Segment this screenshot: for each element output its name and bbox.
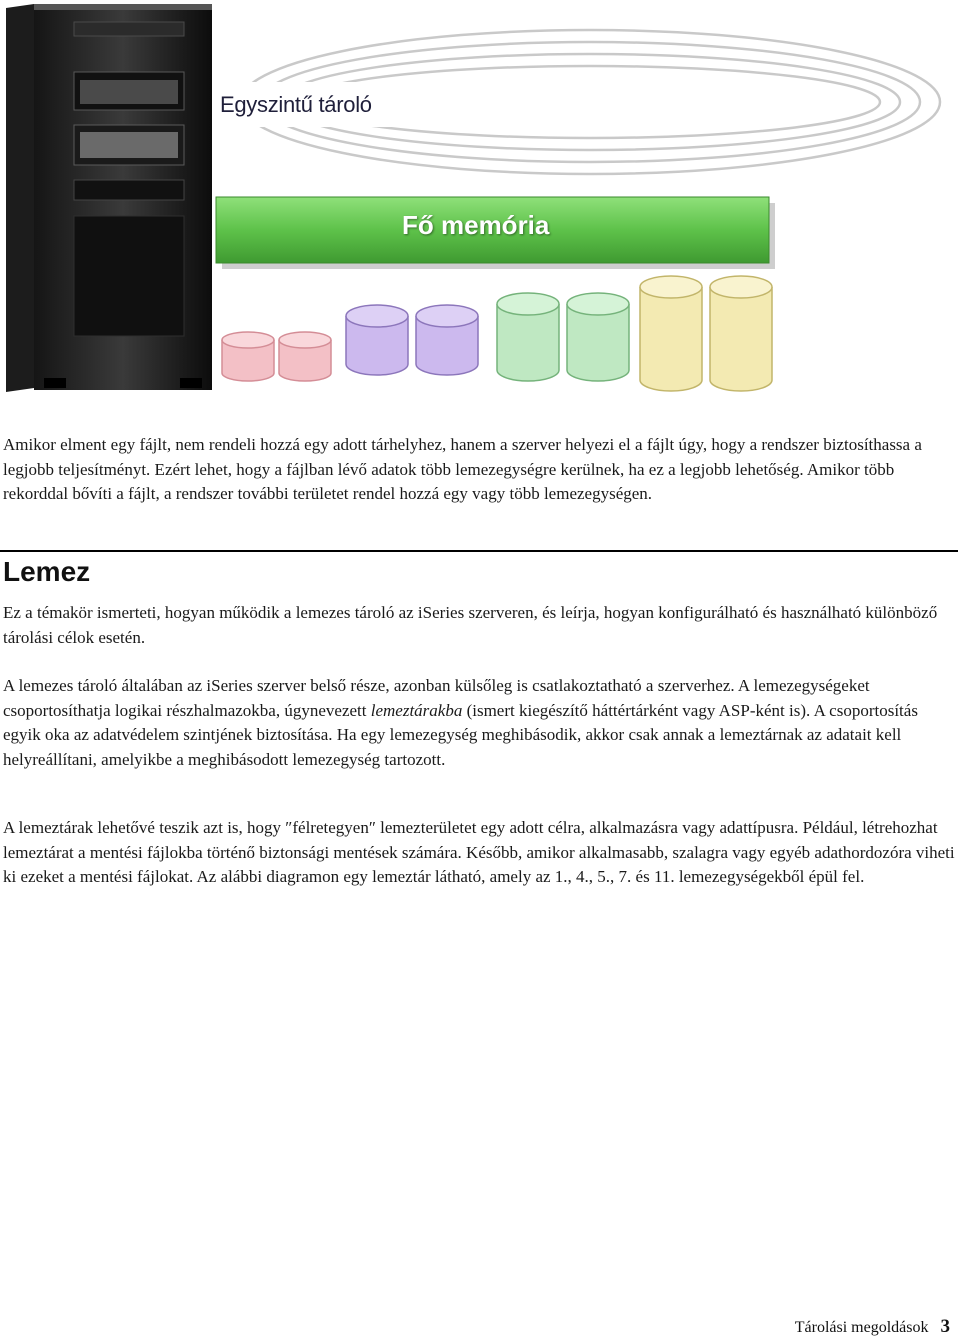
page-number: 3 xyxy=(940,1316,950,1337)
disk-units xyxy=(222,276,772,391)
disk-unit-pink xyxy=(279,332,331,381)
paragraph-file-placement: Amikor elment egy fájlt, nem rendeli hozzá egy adott tárhelyhez, hanem a szerver helyezi el a fájlt úgy, hogy a rendszer biztosíthassa a legjobb teljesítményt. Ezért lehet, hogy a fájlban lévő adatok több lemezegységre kerülnek, ha ez a legjobb lehetőség. Amikor több rekorddal bővíti a fájlt, a rendszer további területet rendel hozzá egy vagy több lemezegységen. xyxy=(3,435,922,503)
disk-unit-purple xyxy=(346,305,408,375)
paragraph-disk-pool-usage: A lemeztárak lehetővé teszik azt is, hogy ″félretegyen″ lemezterületet egy adott célra, alkalmazásra vagy adattípusra. Például, létrehozhat lemeztárat a mentési fájlokba történő biztonsági mentések számára. Később, amikor alkalmasabb, szalagra vagy egyéb adathordozóra viheti ki ezeket a mentési fájlokat. Az alábbi diagramon egy lemeztár látható, amely az 1., 4., 5., 7. és 11. lemezegységekből épül fel. xyxy=(3,818,955,886)
footer-title: Tárolási megoldások xyxy=(794,1319,929,1336)
italic-term: lemeztárakba xyxy=(370,700,463,720)
main-memory-label: Fő memória xyxy=(402,210,550,240)
disk-unit-green xyxy=(497,293,559,381)
page-footer xyxy=(795,1316,950,1338)
disk-unit-green xyxy=(567,293,629,381)
paragraph-text: (ismert kiegészítő háttértárként vagy ASP-ként is). A csoportosítás egyik oka az adatvédelem szintjének biztosítása. Ha egy lemezegység meghibásodik, akkor csak annak a lemeztárnak az adatait kell helyreállítani, amelyikbe a meghibásodott lemezegység tartozott. xyxy=(3,700,918,769)
paragraph-disk-pools xyxy=(3,674,958,772)
section-heading: Lemez xyxy=(3,556,91,587)
disk-unit-pink xyxy=(222,332,274,381)
disk-unit-yellow xyxy=(640,276,702,391)
paragraph-text: A lemezes tároló általában az iSeries szerver belső része, azonban külsőleg is csatlakoztatható a szerverhez. A lemezegységeket csoportosíthatja logikai részhalmazokba, úgynevezett xyxy=(3,676,870,720)
paragraph-intro: Ez a témakör ismerteti, hogyan működik a lemezes tároló az iSeries szerveren, és leírja, hogyan konfigurálható és használható különböző tárolási célok esetén. xyxy=(3,603,938,647)
storage-illustration xyxy=(0,0,960,410)
server-tower-image xyxy=(6,4,212,392)
disk-unit-yellow xyxy=(710,276,772,391)
disk-unit-purple xyxy=(416,305,478,375)
section-divider xyxy=(0,550,958,552)
single-level-storage-figure xyxy=(0,0,960,410)
single-level-storage-label: Egyszintű tároló xyxy=(220,92,372,117)
